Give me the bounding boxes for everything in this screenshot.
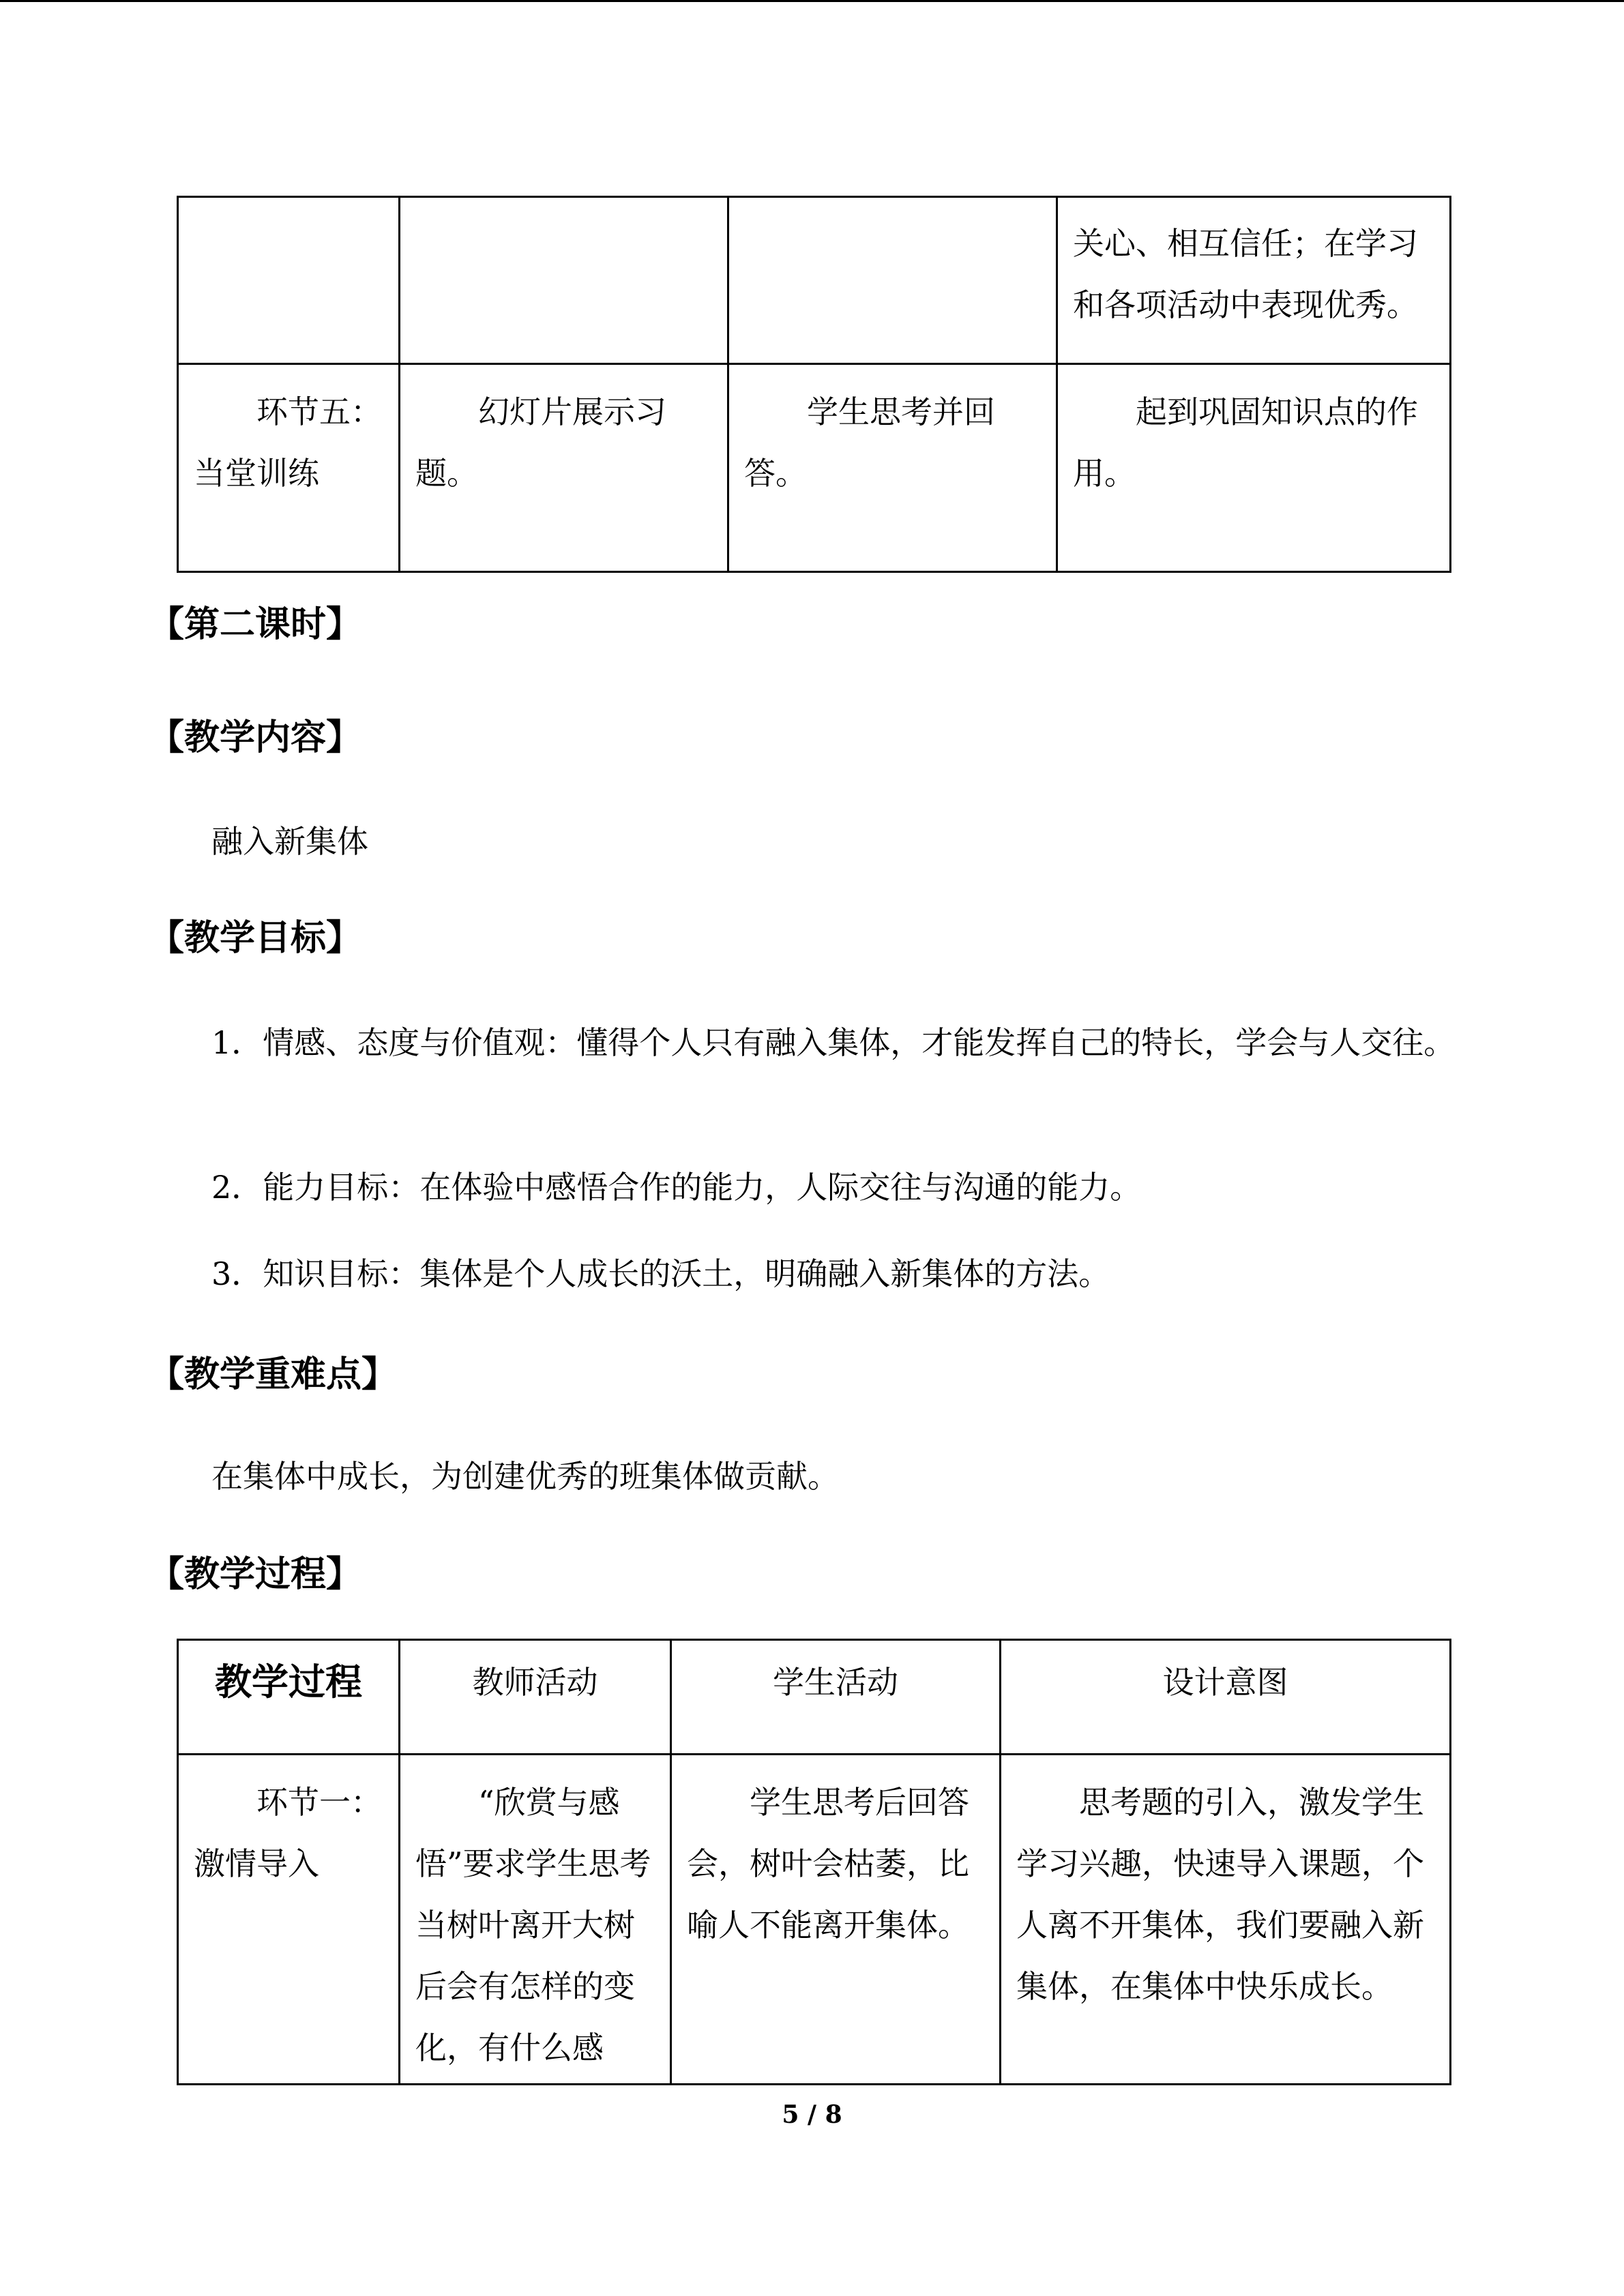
table2-header: 教师活动 [400,1640,671,1755]
table1-cell: 关心、相互信任；在学习和各项活动中表现优秀。 [1057,197,1451,364]
table1-cell-stage: 环节五：当堂训练 [178,364,400,572]
goal-item-3 [149,1244,1475,1304]
table1-cell [400,197,728,364]
goal-text: 3．知识目标：集体是个人成长的沃土，明确融入新集体的方法。 [211,1255,1110,1292]
table2-cell-teacher: “欣赏与感悟”要求学生思考当树叶离开大树后会有怎样的变化，有什么感 [400,1755,671,2085]
table2-header-text: 教学过程 [215,1660,362,1703]
section-heading-goals: 【教学目标】 [149,918,362,959]
page-top-border [0,0,1624,2]
table2-header [178,1640,400,1755]
section-heading-content: 【教学内容】 [149,717,362,758]
table-continuation [177,196,1451,573]
table1-cell [178,197,400,364]
table2-cell-student: 学生思考后回答会，树叶会枯萎，比喻人不能离开集体。 [671,1755,1001,2085]
page-number: 5 / 8 [782,2100,842,2129]
table-header-row [178,1640,1451,1755]
table-row [178,364,1451,572]
table1-cell-student: 学生思考并回答。 [728,364,1057,572]
table-row [178,197,1451,364]
content-text-line: 融入新集体 [211,823,368,860]
table2-header: 设计意图 [1001,1640,1451,1755]
table1-cell [728,197,1057,364]
table-teaching-process [177,1639,1451,2085]
table-row [178,1755,1451,2085]
table1-cell-teacher: 幻灯片展示习题。 [400,364,728,572]
content-text [149,811,1475,871]
goal-item-2 [149,1157,1475,1217]
section-heading-process: 【教学过程】 [149,1554,362,1595]
section-heading-lesson2: 【第二课时】 [149,604,362,645]
keypoints-text [149,1446,1475,1506]
table1-cell-purpose: 起到巩固知识点的作用。 [1057,364,1451,572]
goal-item-1 [149,1013,1475,1073]
table2-header: 学生活动 [671,1640,1001,1755]
goal-text: 2．能力目标：在体验中感悟合作的能力，人际交往与沟通的能力。 [211,1169,1142,1206]
section-heading-keypoints: 【教学重难点】 [149,1354,398,1395]
keypoints-text-line: 在集体中成长，为创建优秀的班集体做贡献。 [211,1458,839,1495]
table2-cell-stage: 环节一：激情导入 [178,1755,400,2085]
goal-text: 1．情感、态度与价值观：懂得个人只有融入集体，才能发挥自己的特长，学会与人交往。 [211,1024,1456,1061]
table2-cell-purpose: 思考题的引入，激发学生学习兴趣，快速导入课题，个人离不开集体，我们要融入新集体，在集体中快乐成长。 [1001,1755,1451,2085]
